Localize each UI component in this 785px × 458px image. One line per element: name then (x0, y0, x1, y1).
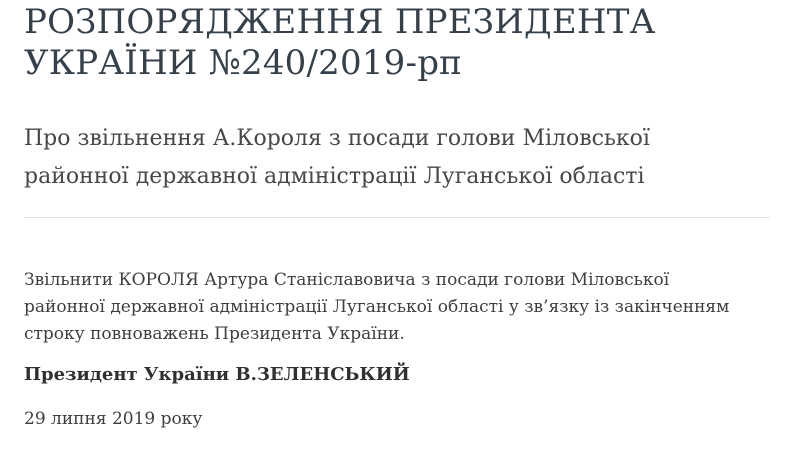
date-line: 29 липня 2019 року (24, 409, 203, 429)
signature-line: Президент України В.ЗЕЛЕНСЬКИЙ (24, 364, 410, 385)
body-paragraph: Звільнити КОРОЛЯ Артура Станіславовича з посади голови Міловської районної державної адміністрації Луганської області у зв’язку із закінченням строку повноважень Президента України. (24, 270, 730, 344)
document-title: РОЗПОРЯДЖЕННЯ ПРЕЗИДЕНТА УКРАЇНИ №240/2019-рп (24, 2, 656, 83)
divider (24, 217, 770, 218)
document-subtitle: Про звільнення А.Короля з посади голови Міловської районної державної адміністрації Луганської області (24, 126, 650, 189)
